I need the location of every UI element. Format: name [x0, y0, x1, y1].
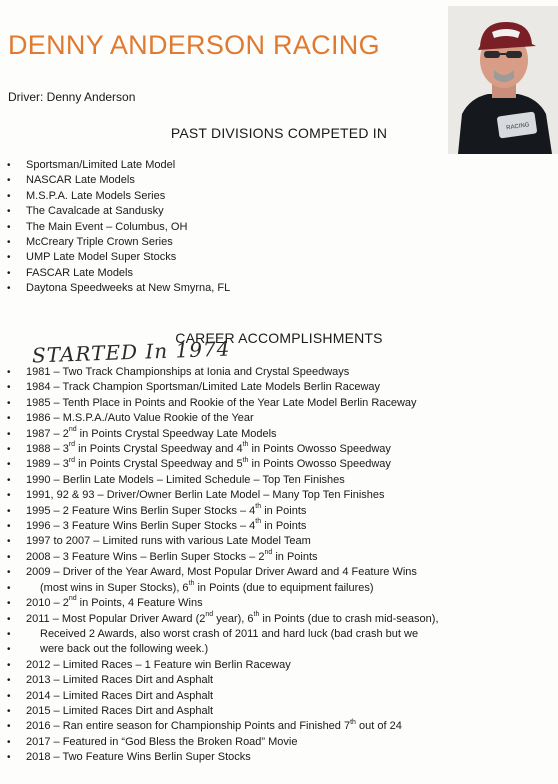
list-item: • 1990 – Berlin Late Models – Limited Schedule – Top Ten Finishes — [0, 473, 439, 488]
past-divisions-list — [0, 158, 230, 297]
list-item: • Sportsman/Limited Late Model — [0, 158, 230, 173]
list-item: • Daytona Speedweeks at New Smyrna, FL — [0, 281, 230, 296]
list-item: • 2017 – Featured in “God Bless the Broken Road” Movie — [0, 735, 439, 750]
list-item: • The Cavalcade at Sandusky — [0, 204, 230, 219]
list-item: • 1984 – Track Champion Sportsman/Limited Late Models Berlin Raceway — [0, 380, 439, 395]
list-item: • 2012 – Limited Races – 1 Feature win Berlin Raceway — [0, 658, 439, 673]
list-item: • 2011 – Most Popular Driver Award (2nd year), 6th in Points (due to crash mid-season), — [0, 612, 439, 627]
list-item: • 1987 – 2nd in Points Crystal Speedway Late Models — [0, 427, 439, 442]
list-item: • FASCAR Late Models — [0, 266, 230, 281]
page-title: DENNY ANDERSON RACING — [8, 30, 380, 60]
career-list — [0, 365, 439, 766]
list-item: • 2014 – Limited Races Dirt and Asphalt — [0, 689, 439, 704]
list-item: • 1995 – 2 Feature Wins Berlin Super Stocks – 4th in Points — [0, 504, 439, 519]
list-item: • Received 2 Awards, also worst crash of 2011 and hard luck (bad crash but we — [0, 627, 439, 642]
list-item: • 1985 – Tenth Place in Points and Rookie of the Year Late Model Berlin Raceway — [0, 396, 439, 411]
list-item: • 1991, 92 & 93 – Driver/Owner Berlin Late Model – Many Top Ten Finishes — [0, 488, 439, 503]
list-item: • M.S.P.A. Late Models Series — [0, 189, 230, 204]
list-item: • 2016 – Ran entire season for Championship Points and Finished 7th out of 24 — [0, 719, 439, 734]
list-item: • NASCAR Late Models — [0, 173, 230, 188]
list-item: • 2009 – Driver of the Year Award, Most Popular Driver Award and 4 Feature Wins — [0, 565, 439, 580]
driver-line: Driver: Denny Anderson — [8, 90, 136, 104]
list-item: • 1981 – Two Track Championships at Ionia and Crystal Speedways — [0, 365, 439, 380]
list-item: • 1996 – 3 Feature Wins Berlin Super Stocks – 4th in Points — [0, 519, 439, 534]
list-item: • 2013 – Limited Races Dirt and Asphalt — [0, 673, 439, 688]
list-item: • 2015 – Limited Races Dirt and Asphalt — [0, 704, 439, 719]
list-item: • 2018 – Two Feature Wins Berlin Super Stocks — [0, 750, 439, 765]
list-item: • 1989 – 3rd in Points Crystal Speedway and 5th in Points Owosso Speedway — [0, 457, 439, 472]
career-heading: CAREER ACCOMPLISHMENTS — [175, 330, 383, 346]
list-item: • 1986 – M.S.P.A./Auto Value Rookie of the Year — [0, 411, 439, 426]
list-item: • 2010 – 2nd in Points, 4 Feature Wins — [0, 596, 439, 611]
svg-text:RACING: RACING — [505, 122, 530, 132]
list-item: • 1997 to 2007 – Limited runs with various Late Model Team — [0, 534, 439, 549]
list-item: • The Main Event – Columbus, OH — [0, 220, 230, 235]
list-item: • 2008 – 3 Feature Wins – Berlin Super Stocks – 2nd in Points — [0, 550, 439, 565]
list-item: • UMP Late Model Super Stocks — [0, 250, 230, 265]
list-item: • 1988 – 3rd in Points Crystal Speedway and 4th in Points Owosso Speedway — [0, 442, 439, 457]
list-item: • were back out the following week.) — [0, 642, 439, 657]
list-item: • McCreary Triple Crown Series — [0, 235, 230, 250]
handwritten-note: STARTED In 1974 — [31, 336, 231, 368]
past-divisions-heading: PAST DIVISIONS COMPETED IN — [170, 125, 388, 141]
list-item: • (most wins in Super Stocks), 6th in Points (due to equipment failures) — [0, 581, 439, 596]
